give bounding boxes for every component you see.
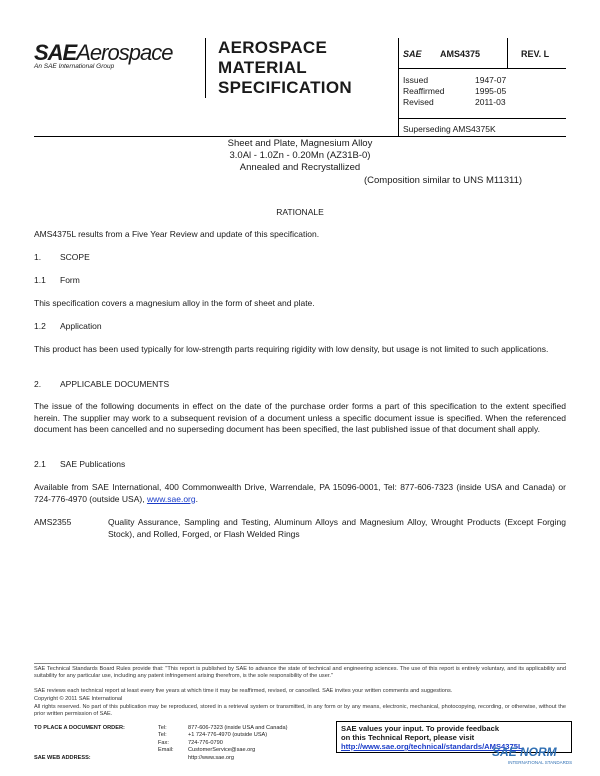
subject-line: Sheet and Plate, Magnesium Alloy [227, 138, 373, 149]
tel-inside-usa: 877-606-7323 (inside USA and Canada) [188, 725, 288, 731]
logo-sae-text: SAE [34, 40, 77, 65]
date-row-issued [403, 75, 506, 86]
email-label: Email: [158, 747, 174, 754]
section-2-text: The issue of the following documents in effect on the date of the purchase order forms a part of this specification to the extent specified herein. The supplier may work to a subsequent revision of a document unless a specific document issue is specified. When the referenced document has been cancelled and no superseding document has been specified, the last published issue of that document shall apply. [34, 401, 566, 434]
section-number: 1. [34, 252, 42, 262]
web-address[interactable]: http://www.sae.org [188, 754, 235, 761]
feedback-link[interactable]: http://www.sae.org/technical/standards/AMS4375L [341, 742, 523, 751]
web-label: SAE WEB ADDRESS: [34, 754, 91, 761]
reference-code: AMS2355 [34, 517, 72, 527]
footer-rights-text: All rights reserved. No part of this publication may be reproduced, stored in a retrieval system or transmitted, in any form or by any means, electronic, mechanical, photocopying, recording, or otherwise, without the prior written permission of SAE. [34, 704, 566, 718]
date-label: Issued [403, 75, 429, 85]
header-divider [34, 136, 566, 137]
document-number: AMS4375 [440, 49, 481, 59]
section-1-2-text: This product has been used typically for low-strength parts requiring rigidity with low density, but usage is not limited to such applications. [34, 344, 549, 354]
sae-mini-logo: SAE [403, 49, 422, 59]
section-1-2-heading [34, 321, 102, 331]
spec-title-line: AEROSPACE [218, 38, 328, 57]
date-label: Reaffirmed [403, 86, 445, 96]
spec-title-line: MATERIAL [218, 58, 307, 77]
sentence-end: . [195, 493, 198, 504]
section-title: APPLICABLE DOCUMENTS [60, 379, 170, 389]
fax-label: Fax: [158, 739, 169, 746]
header-divider [398, 38, 399, 136]
section-2-heading [34, 379, 169, 389]
rationale-text: AMS4375L results from a Five Year Review and update of this specification. [34, 229, 320, 239]
header-divider [507, 38, 508, 68]
revision-label: REV. L [521, 49, 550, 59]
order-contact-block [34, 725, 288, 762]
feedback-text: on this Technical Report, please visit [341, 733, 475, 742]
date-value: 1947-07 [475, 75, 507, 85]
spec-title [218, 38, 352, 98]
document-subject [150, 138, 450, 174]
date-row-revised [403, 97, 506, 108]
section-2-1-text [34, 482, 566, 505]
logo-aerospace-text: Aerospace [76, 40, 173, 65]
watermark-subtitle: INTERNATIONAL STANDARDS [508, 760, 573, 765]
subject-line: 3.0Al - 1.0Zn - 0.20Mn (AZ31B-0) [229, 150, 371, 161]
reference-title: Quality Assurance, Sampling and Testing, Aluminum Alloys and Magnesium Alloy, Wrought Products (Except Forging Stock), and Rolled, Forged, or Flash Welded Rings [108, 517, 566, 539]
tel-outside-usa: +1 724-776-4970 (outside USA) [188, 732, 268, 739]
feedback-text: SAE values your input. To provide feedback [341, 724, 500, 733]
date-row-reaffirmed [403, 86, 506, 97]
fax-number: 724-776-0790 [188, 739, 223, 746]
section-title: Form [60, 275, 80, 285]
logo-subtitle: An SAE International Group [34, 63, 115, 70]
header-divider [398, 68, 566, 69]
header-divider [205, 38, 206, 98]
sae-website-link[interactable]: www.sae.org [146, 493, 196, 504]
section-1-1-heading [34, 275, 80, 285]
section-number: 1.2 [34, 321, 46, 331]
footer-review-text: SAE reviews each technical report at least every five years at which time it may be reaffirmed, revised, or cancelled. SAE invites your written comments and suggestions. [34, 688, 453, 694]
spec-title-line: SPECIFICATION [218, 78, 352, 97]
date-label: Revised [403, 97, 434, 107]
header-divider [398, 118, 566, 119]
subject-line: Annealed and Recrystallized [239, 162, 361, 173]
section-2-1-heading [34, 459, 125, 469]
rationale-heading: RATIONALE [276, 207, 324, 217]
section-number: 2. [34, 379, 42, 389]
sae-norm-watermark: SAE NORM [492, 745, 557, 759]
composition-note: (Composition similar to UNS M11311) [364, 175, 523, 186]
tel-label: Tel: [158, 725, 167, 731]
section-title: SAE Publications [60, 459, 126, 469]
email-address[interactable]: CustomerService@sae.org [188, 747, 256, 754]
date-value: 2011-03 [475, 97, 506, 107]
sae-address-text: Available from SAE International, 400 Commonwealth Drive, Warrendale, PA 15096-0001, Tel: 877-606-7323 (inside USA and Canada) or 724-776-4970 (outside USA), [34, 482, 566, 504]
footer-rules-text: SAE Technical Standards Board Rules provide that: "This report is published by SAE to advance the state of technical and engineering sciences. The use of this report is entirely voluntary, and its applicability and suitability for any particular use, including any patent infringement arising therefrom, is the sole responsibility of the user." [34, 666, 566, 680]
section-1-1-text: This specification covers a magnesium alloy in the form of sheet and plate. [34, 298, 315, 308]
order-label: TO PLACE A DOCUMENT ORDER: [34, 725, 125, 731]
section-number: 2.1 [34, 459, 46, 469]
section-title: Application [60, 321, 102, 331]
footer-copyright: Copyright © 2011 SAE International [34, 696, 123, 702]
footer-divider [34, 663, 566, 664]
section-number: 1.1 [34, 275, 46, 285]
date-table [403, 75, 506, 108]
tel-label: Tel: [158, 732, 167, 739]
section-title: SCOPE [60, 252, 90, 262]
superseding-label: Superseding AMS4375K [403, 124, 496, 134]
date-value: 1995-05 [475, 86, 507, 96]
section-1-heading [34, 252, 90, 262]
